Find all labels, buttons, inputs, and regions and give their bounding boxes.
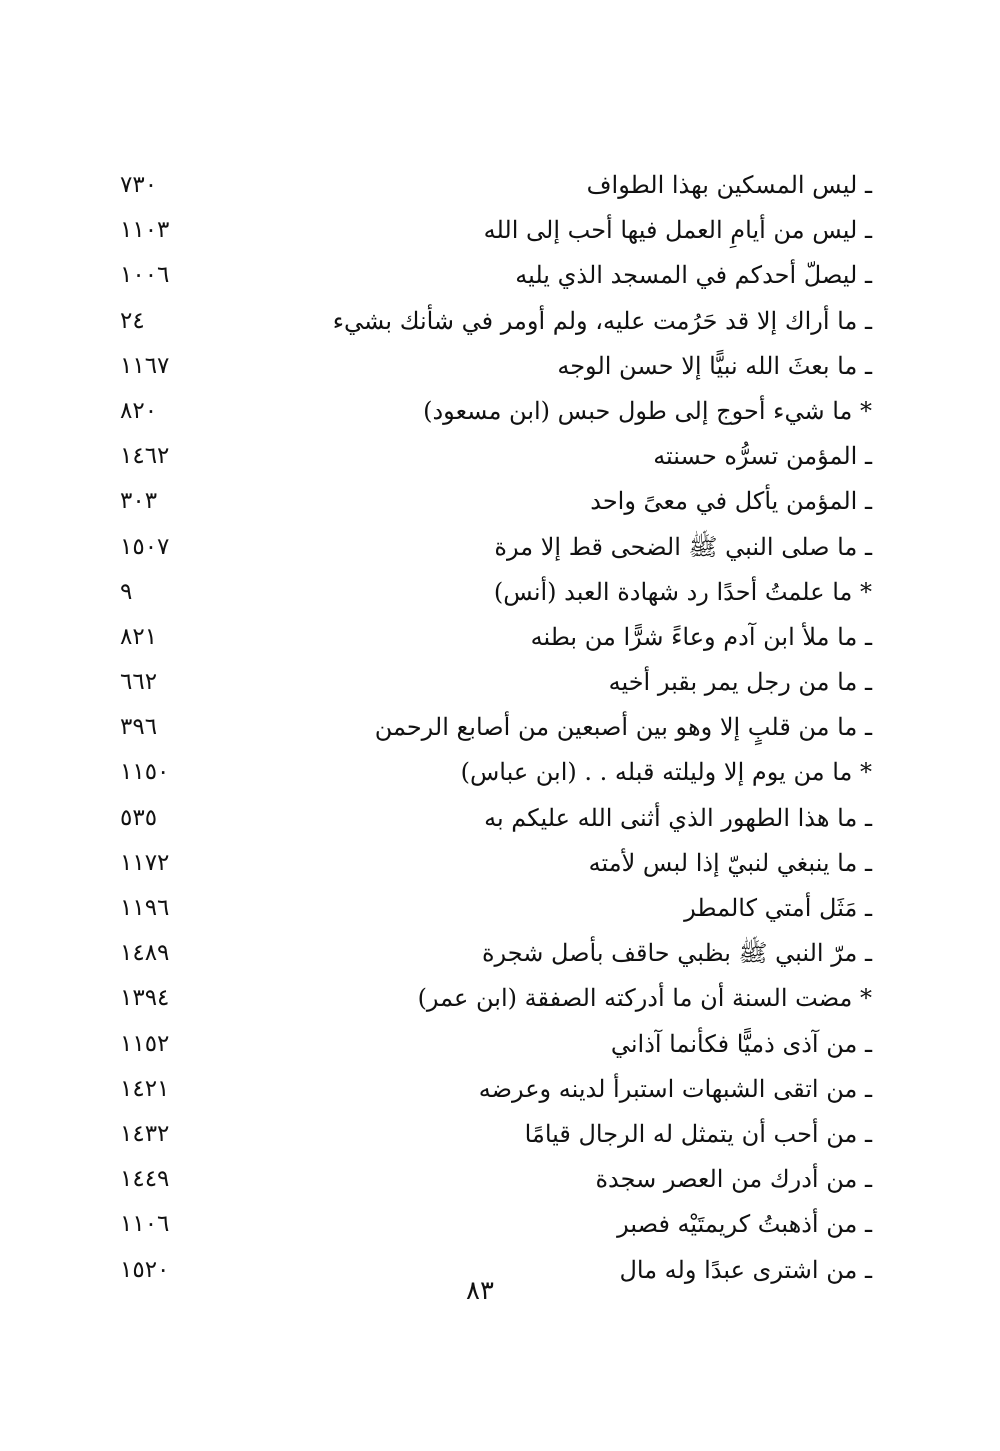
entry-text: ـ من اشترى عبدًا وله مال — [619, 1255, 872, 1284]
index-entry — [120, 163, 872, 208]
entry-page-number: ١٣٩٤ — [120, 985, 170, 1012]
page-number: ٨٣ — [466, 1276, 494, 1306]
entry-page-number: ٣٠٣ — [120, 488, 158, 515]
index-entry — [120, 1112, 872, 1157]
entry-page-number: ١١٥٠ — [120, 759, 170, 786]
entry-page-number: ١٤٣٢ — [120, 1120, 170, 1147]
index-entry — [120, 796, 872, 841]
index-entry — [120, 344, 872, 389]
index-entry — [120, 299, 872, 344]
entry-text: ـ المؤمن يأكل في معىً واحد — [590, 487, 872, 516]
entry-page-number: ٨٢١ — [120, 623, 158, 650]
index-entry — [120, 1157, 872, 1202]
index-entry — [120, 389, 872, 434]
entry-page-number: ٥٣٥ — [120, 804, 158, 831]
index-entry — [120, 1067, 872, 1112]
entry-text: ـ ما بعثَ الله نبيًّا إلا حسن الوجه — [557, 351, 872, 380]
entry-text: ـ مرّ النبي ﷺ بظبي حاقف بأصل شجرة — [481, 939, 872, 968]
entry-page-number: ١٥٠٧ — [120, 533, 170, 560]
entry-page-number: ١٤٨٩ — [120, 940, 170, 967]
index-entry — [120, 1022, 872, 1067]
entry-text: ـ ما من رجل يمر بقبر أخيه — [608, 668, 872, 697]
index-entry — [120, 253, 872, 298]
entry-page-number: ١١٦٧ — [120, 352, 170, 379]
entry-text: ـ ما ينبغي لنبيّ إذا لبس لأمته — [588, 848, 872, 877]
index-entry — [120, 660, 872, 705]
entry-page-number: ١٤٦٢ — [120, 443, 170, 470]
index-entry — [120, 931, 872, 976]
index-entry — [120, 841, 872, 886]
index-entry — [120, 615, 872, 660]
entry-page-number: ٧٣٠ — [120, 172, 158, 198]
index-entry — [120, 479, 872, 524]
entry-text: ـ ما ملأ ابن آدم وعاءً شرًّا من بطنه — [530, 622, 872, 651]
entry-text: ـ ما أراك إلا قد حَرُمت عليه، ولم أومر في شأنك بشيء — [332, 306, 872, 335]
entry-text: * ما علمتُ أحدًا رد شهادة العبد (أنس) — [493, 577, 872, 606]
entry-text: ـ من أدرك من العصر سجدة — [595, 1165, 872, 1194]
entry-page-number: ١٠٠٦ — [120, 262, 170, 289]
entry-page-number: ٦٦٢ — [120, 669, 158, 696]
entry-text: ـ ما صلى النبي ﷺ الضحى قط إلا مرة — [494, 532, 872, 561]
index-entry — [120, 705, 872, 750]
entry-text: ـ ليس المسكين بهذا الطواف — [586, 171, 872, 199]
index-entry — [120, 570, 872, 615]
index-entry — [120, 1202, 872, 1247]
entry-page-number: ٣٩٦ — [120, 714, 158, 741]
entry-page-number: ١٥٢٠ — [120, 1256, 170, 1283]
entry-page-number: ١١٧٢ — [120, 849, 170, 876]
entry-text: ـ المؤمن تسرُّه حسنته — [653, 442, 872, 471]
index-entry — [120, 525, 872, 570]
entry-page-number: ١١٩٦ — [120, 895, 170, 921]
entry-text: ـ ما من قلبٍ إلا وهو بين أصبعين من أصابع الرحمن — [374, 713, 872, 742]
index-entry — [120, 208, 872, 253]
entry-page-number: ١٤٢١ — [120, 1075, 170, 1102]
entry-text: ـ مَثَل أمتي كالمطر — [684, 894, 872, 922]
index-entry — [120, 434, 872, 479]
index-entry — [120, 750, 872, 795]
index-entry — [120, 886, 872, 931]
entry-text: ـ ليصلّ أحدكم في المسجد الذي يليه — [515, 261, 872, 290]
hadith-index-list — [120, 163, 872, 1293]
entry-page-number: ١١٥٢ — [120, 1030, 170, 1057]
entry-page-number: ٩ — [120, 578, 133, 605]
entry-text: ـ ليس من أيامِ العمل فيها أحب إلى الله — [483, 216, 872, 245]
entry-text: * ما من يوم إلا وليلته قبله . . (ابن عباس) — [460, 758, 872, 787]
entry-text: * مضت السنة أن ما أدركته الصفقة (ابن عمر) — [417, 984, 872, 1013]
entry-page-number: ١١٠٦ — [120, 1211, 170, 1238]
entry-page-number: ٨٢٠ — [120, 397, 158, 424]
entry-text: ـ من اتقى الشبهات استبرأ لدينه وعرضه — [478, 1074, 872, 1103]
entry-text: * ما شيء أحوج إلى طول حبس (ابن مسعود) — [423, 396, 872, 425]
index-entry — [120, 976, 872, 1021]
entry-text: ـ ما هذا الطهور الذي أثنى الله عليكم به — [484, 803, 872, 832]
entry-text: ـ من أذهبتُ كريمتَيْه فصبر — [617, 1210, 872, 1239]
entry-page-number: ٢٤ — [120, 307, 145, 334]
entry-page-number: ١١٠٣ — [120, 217, 170, 244]
entry-page-number: ١٤٤٩ — [120, 1166, 170, 1193]
entry-text: ـ من أحب أن يتمثل له الرجال قيامًا — [524, 1119, 872, 1148]
entry-text: ـ من آذى ذميًّا فكأنما آذاني — [610, 1029, 872, 1058]
